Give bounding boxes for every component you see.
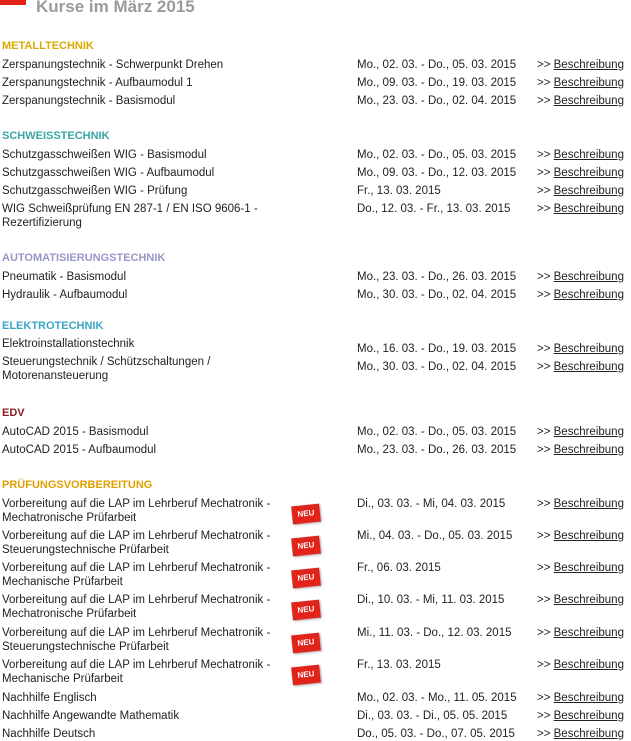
link-prefix: >> bbox=[537, 710, 551, 722]
course-date: Mo., 02. 03. - Do., 05. 03. 2015 bbox=[357, 426, 517, 438]
description-link[interactable]: Beschreibung bbox=[553, 594, 624, 606]
course-date: Mo., 30. 03. - Do., 02. 04. 2015 bbox=[357, 361, 517, 373]
category-heading: SCHWEISSTECHNIK bbox=[2, 130, 110, 142]
category-heading: ELEKTROTECHNIK bbox=[2, 320, 104, 332]
course-date: Mi., 11. 03. - Do., 12. 03. 2015 bbox=[357, 627, 512, 639]
description-link[interactable]: Beschreibung bbox=[553, 710, 624, 722]
course-date: Fr., 13. 03. 2015 bbox=[357, 185, 441, 197]
description-link-wrap bbox=[537, 360, 624, 374]
link-prefix: >> bbox=[537, 659, 551, 671]
link-prefix: >> bbox=[537, 444, 551, 456]
page-header bbox=[0, 0, 631, 22]
description-link[interactable]: Beschreibung bbox=[553, 444, 624, 456]
course-date: Mi., 04. 03. - Do., 05. 03. 2015 bbox=[357, 530, 513, 542]
course-title: Schutzgasschweißen WIG - Aufbaumodul bbox=[2, 167, 215, 179]
category-heading: EDV bbox=[2, 407, 25, 419]
course-date: Mo., 23. 03. - Do., 26. 03. 2015 bbox=[357, 271, 517, 283]
category-heading: AUTOMATISIERUNGSTECHNIK bbox=[2, 252, 166, 264]
category-heading: PRÜFUNGSVORBEREITUNG bbox=[2, 479, 153, 491]
course-date: Do., 05. 03. - Do., 07. 05. 2015 bbox=[357, 728, 515, 740]
course-title: AutoCAD 2015 - Basismodul bbox=[2, 426, 149, 438]
course-date: Do., 12. 03. - Fr., 13. 03. 2015 bbox=[357, 203, 511, 215]
description-link[interactable]: Beschreibung bbox=[553, 627, 624, 639]
course-title: Nachhilfe Angewandte Mathematik bbox=[2, 710, 180, 722]
course-date: Mo., 09. 03. - Do., 12. 03. 2015 bbox=[357, 167, 517, 179]
link-prefix: >> bbox=[537, 343, 551, 355]
course-title: Vorbereitung auf die LAP im Lehrberuf Mechatronik - Mechanische Prüfarbeit bbox=[2, 562, 271, 588]
link-prefix: >> bbox=[537, 289, 551, 301]
course-title: Vorbereitung auf die LAP im Lehrberuf Mechatronik - Steuerungstechnische Prüfarbeit bbox=[2, 530, 271, 556]
course-title: Zerspanungstechnik - Schwerpunkt Drehen bbox=[2, 59, 224, 71]
description-link-wrap bbox=[537, 76, 624, 90]
description-link-wrap bbox=[537, 166, 624, 180]
course-title: Pneumatik - Basismodul bbox=[2, 271, 126, 283]
description-link-wrap bbox=[537, 425, 624, 439]
description-link[interactable]: Beschreibung bbox=[553, 343, 624, 355]
course-date: Mo., 02. 03. - Mo., 11. 05. 2015 bbox=[357, 692, 517, 704]
link-prefix: >> bbox=[537, 627, 551, 639]
course-title: Hydraulik - Aufbaumodul bbox=[2, 289, 128, 301]
description-link[interactable]: Beschreibung bbox=[553, 149, 624, 161]
description-link-wrap bbox=[537, 691, 624, 705]
course-date: Di., 03. 03. - Di., 05. 05. 2015 bbox=[357, 710, 508, 722]
description-link-wrap bbox=[537, 593, 624, 607]
description-link[interactable]: Beschreibung bbox=[553, 167, 624, 179]
course-date: Fr., 06. 03. 2015 bbox=[357, 562, 441, 574]
description-link[interactable]: Beschreibung bbox=[553, 498, 624, 510]
course-date: Fr., 13. 03. 2015 bbox=[357, 659, 441, 671]
description-link[interactable]: Beschreibung bbox=[553, 530, 624, 542]
course-title: Vorbereitung auf die LAP im Lehrberuf Mechatronik - Mechatronische Prüfarbeit bbox=[2, 498, 271, 524]
new-badge: NEU bbox=[291, 665, 321, 686]
course-date: Mo., 30. 03. - Do., 02. 04. 2015 bbox=[357, 289, 517, 301]
new-badge: NEU bbox=[291, 536, 321, 557]
link-prefix: >> bbox=[537, 562, 551, 574]
description-link-wrap bbox=[537, 497, 624, 511]
course-date: Di., 03. 03. - Mi, 04. 03. 2015 bbox=[357, 498, 506, 510]
course-date: Mo., 23. 03. - Do., 02. 04. 2015 bbox=[357, 95, 517, 107]
description-link-wrap bbox=[537, 658, 624, 672]
page-title: Kurse im März 2015 bbox=[36, 0, 195, 16]
course-date: Mo., 02. 03. - Do., 05. 03. 2015 bbox=[357, 59, 517, 71]
link-prefix: >> bbox=[537, 149, 551, 161]
header-accent-bar bbox=[0, 0, 26, 5]
category-heading: METALLTECHNIK bbox=[2, 40, 94, 52]
description-link[interactable]: Beschreibung bbox=[553, 426, 624, 438]
description-link-wrap bbox=[537, 202, 624, 216]
course-title: Steuerungstechnik / Schützschaltungen / Motorenansteuerung bbox=[2, 356, 211, 382]
link-prefix: >> bbox=[537, 185, 551, 197]
description-link[interactable]: Beschreibung bbox=[553, 361, 624, 373]
description-link-wrap bbox=[537, 148, 624, 162]
link-prefix: >> bbox=[537, 426, 551, 438]
link-prefix: >> bbox=[537, 167, 551, 179]
description-link-wrap bbox=[537, 727, 624, 741]
course-title: Schutzgasschweißen WIG - Basismodul bbox=[2, 149, 207, 161]
description-link[interactable]: Beschreibung bbox=[553, 203, 624, 215]
course-date: Mo., 02. 03. - Do., 05. 03. 2015 bbox=[357, 149, 517, 161]
new-badge: NEU bbox=[291, 600, 321, 621]
description-link[interactable]: Beschreibung bbox=[553, 271, 624, 283]
description-link[interactable]: Beschreibung bbox=[553, 59, 624, 71]
description-link-wrap bbox=[537, 709, 624, 723]
description-link[interactable]: Beschreibung bbox=[553, 728, 624, 740]
description-link-wrap bbox=[537, 561, 624, 575]
course-title: Vorbereitung auf die LAP im Lehrberuf Mechatronik - Mechatronische Prüfarbeit bbox=[2, 594, 271, 620]
link-prefix: >> bbox=[537, 498, 551, 510]
course-date: Mo., 23. 03. - Do., 26. 03. 2015 bbox=[357, 444, 517, 456]
description-link-wrap bbox=[537, 626, 624, 640]
description-link[interactable]: Beschreibung bbox=[553, 289, 624, 301]
link-prefix: >> bbox=[537, 530, 551, 542]
description-link[interactable]: Beschreibung bbox=[553, 77, 624, 89]
description-link-wrap bbox=[537, 342, 624, 356]
new-badge: NEU bbox=[291, 633, 321, 654]
course-title: Elektroinstallationstechnik bbox=[2, 338, 135, 350]
course-title: Schutzgasschweißen WIG - Prüfung bbox=[2, 185, 188, 197]
course-title: AutoCAD 2015 - Aufbaumodul bbox=[2, 444, 157, 456]
course-date: Mo., 09. 03. - Do., 19. 03. 2015 bbox=[357, 77, 517, 89]
description-link[interactable]: Beschreibung bbox=[553, 562, 624, 574]
course-date: Mo., 16. 03. - Do., 19. 03. 2015 bbox=[357, 343, 517, 355]
description-link-wrap bbox=[537, 529, 624, 543]
course-date: Di., 10. 03. - Mi, 11. 03. 2015 bbox=[357, 594, 505, 606]
description-link[interactable]: Beschreibung bbox=[553, 692, 624, 704]
link-prefix: >> bbox=[537, 361, 551, 373]
description-link[interactable]: Beschreibung bbox=[553, 95, 624, 107]
description-link[interactable]: Beschreibung bbox=[553, 185, 624, 197]
course-title: Nachhilfe Deutsch bbox=[2, 728, 96, 740]
course-title: Vorbereitung auf die LAP im Lehrberuf Mechatronik - Steuerungstechnische Prüfarbeit bbox=[2, 627, 271, 653]
link-prefix: >> bbox=[537, 271, 551, 283]
link-prefix: >> bbox=[537, 95, 551, 107]
course-title: Zerspanungstechnik - Basismodul bbox=[2, 95, 176, 107]
course-title: WIG Schweißprüfung EN 287-1 / EN ISO 9606-1 - Rezertifizierung bbox=[2, 203, 258, 229]
link-prefix: >> bbox=[537, 728, 551, 740]
description-link-wrap bbox=[537, 288, 624, 302]
link-prefix: >> bbox=[537, 692, 551, 704]
new-badge: NEU bbox=[291, 504, 321, 525]
description-link-wrap bbox=[537, 443, 624, 457]
description-link-wrap bbox=[537, 58, 624, 72]
link-prefix: >> bbox=[537, 203, 551, 215]
description-link[interactable]: Beschreibung bbox=[553, 659, 624, 671]
link-prefix: >> bbox=[537, 59, 551, 71]
description-link-wrap bbox=[537, 184, 624, 198]
link-prefix: >> bbox=[537, 594, 551, 606]
description-link-wrap bbox=[537, 94, 624, 108]
new-badge: NEU bbox=[291, 568, 321, 589]
course-title: Nachhilfe Englisch bbox=[2, 692, 97, 704]
description-link-wrap bbox=[537, 270, 624, 284]
link-prefix: >> bbox=[537, 77, 551, 89]
course-title: Vorbereitung auf die LAP im Lehrberuf Mechatronik - Mechanische Prüfarbeit bbox=[2, 659, 271, 685]
course-title: Zerspanungstechnik - Aufbaumodul 1 bbox=[2, 77, 193, 89]
